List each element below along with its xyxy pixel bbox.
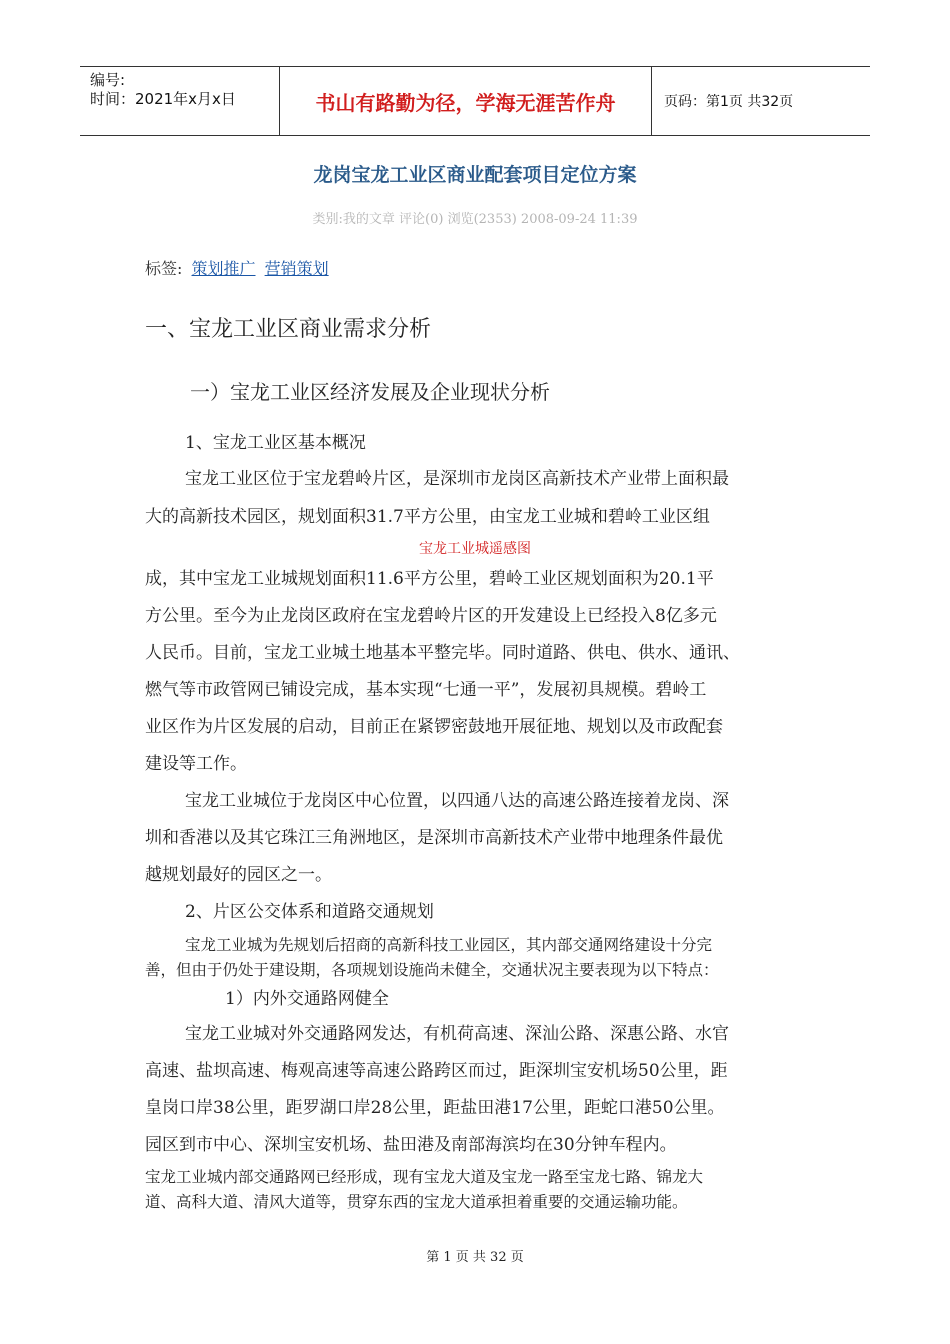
paragraph-line: 道、高科大道、清风大道等，贯穿东西的宝龙大道承担着重要的交通运输功能。 [145,1193,688,1211]
paragraph-line: 宝龙工业区位于宝龙碧岭片区，是深圳市龙岗区高新技术产业带上面积最 [185,469,729,489]
paragraph-line: 燃气等市政管网已铺设完成，基本实现“七通一平”，发展初具规模。碧岭工 [145,680,707,700]
sub-heading-traffic: 2、片区公交体系和道路交通规划 [185,902,434,922]
page-footer: 第 1 页 共 32 页 [426,1250,524,1265]
tags-row [145,256,329,279]
tag-link-marketing[interactable]: 营销策划 [264,259,329,278]
paragraph-line: 成，其中宝龙工业城规划面积11.6平方公里，碧岭工业区规划面积为20.1平 [145,569,714,589]
document-header [80,66,870,136]
paragraph-line: 建设等工作。 [145,754,247,774]
number-label: 编号: [90,71,126,89]
article-title: 龙岗宝龙工业区商业配套项目定位方案 [313,164,637,186]
paragraph-line: 圳和香港以及其它珠江三角洲地区，是深圳市高新技术产业带中地理条件最优 [145,828,723,848]
paragraph-line: 宝龙工业城位于龙岗区中心位置，以四通八达的高速公路连接着龙岗、深 [185,791,729,811]
paragraph-line: 大的高新技术园区，规划面积31.7平方公里，由宝龙工业城和碧岭工业区组 [145,507,710,527]
paragraph-line: 宝龙工业城为先规划后招商的高新科技工业园区，其内部交通网络建设十分完 [185,936,713,954]
article-meta: 类别:我的文章 评论(0) 浏览(2353) 2008-09-24 11:39 [312,212,638,227]
paragraph-line: 方公里。至今为止龙岗区政府在宝龙碧岭片区的开发建设上已经投入8亿多元 [145,606,717,626]
tags-label: 标签: [145,259,183,278]
page-info: 页码：第1页 共32页 [664,94,794,110]
sub-heading-overview: 1、宝龙工业区基本概况 [185,433,366,453]
paragraph-line: 宝龙工业城对外交通路网发达，有机荷高速、深汕公路、深惠公路、水官 [185,1024,729,1044]
paragraph-line: 人民币。目前，宝龙工业城土地基本平整完毕。同时道路、供电、供水、通讯、 [145,643,740,663]
paragraph-line: 越规划最好的园区之一。 [145,865,332,885]
paragraph-line: 皇岗口岸38公里，距罗湖口岸28公里，距盐田港17公里，距蛇口港50公里。 [145,1098,725,1118]
image-caption: 宝龙工业城遥感图 [419,541,531,557]
tag-link-planning[interactable]: 策划推广 [191,259,256,278]
header-meta-cell [80,67,280,135]
paragraph-line: 园区到市中心、深圳宝安机场、盐田港及南部海滨均在30分钟车程内。 [145,1135,677,1155]
date-label: 时间：2021年x月x日 [90,90,236,108]
section-heading: 一、宝龙工业区商业需求分析 [145,317,432,342]
subsection-heading: 一）宝龙工业区经济发展及企业现状分析 [190,380,550,404]
paragraph-line: 高速、盐坝高速、梅观高速等高速公路跨区而过，距深圳宝安机场50公里，距 [145,1061,728,1081]
paragraph-line: 业区作为片区发展的启动，目前正在紧锣密鼓地开展征地、规划以及市政配套 [145,717,723,737]
sub-heading-network: 1）内外交通路网健全 [225,989,389,1009]
paragraph-line: 善，但由于仍处于建设期，各项规划设施尚未健全，交通状况主要表现为以下特点： [145,961,719,979]
motto: 书山有路勤为径，学海无涯苦作舟 [280,67,652,135]
paragraph-line: 宝龙工业城内部交通路网已经形成，现有宝龙大道及宝龙一路至宝龙七路、锦龙大 [145,1168,704,1186]
